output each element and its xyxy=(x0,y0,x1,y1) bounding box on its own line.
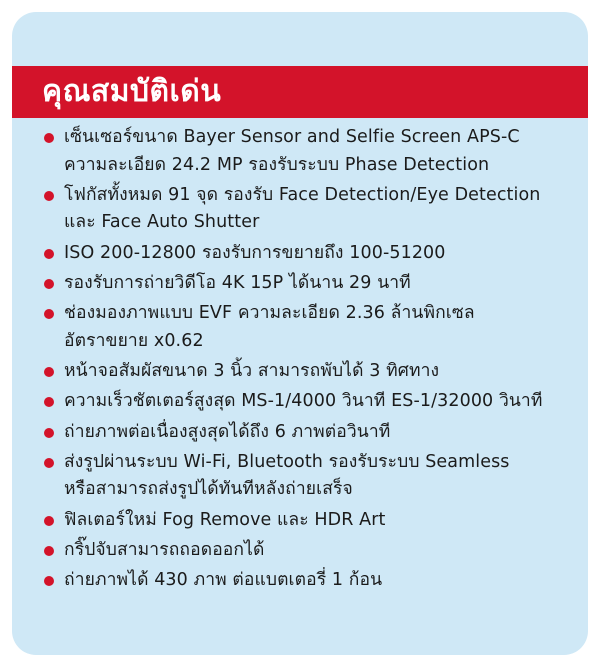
feature-text: ถ่ายภาพต่อเนื่องสูงสุดได้ถึง 6 ภาพต่อวินาที xyxy=(64,421,391,442)
feature-item xyxy=(12,507,588,535)
feature-item xyxy=(12,449,588,504)
page-title: คุณสมบัติเด่น xyxy=(42,74,222,109)
feature-text: เซ็นเซอร์ขนาด Bayer Sensor and Selfie Screen APS-C xyxy=(64,127,520,147)
feature-item xyxy=(12,419,588,447)
feature-text: และ Face Auto Shutter xyxy=(64,212,260,233)
feature-text: รองรับการถ่ายวิดีโอ 4K 15P ได้นาน 29 นาที xyxy=(64,272,411,293)
feature-text: ถ่ายภาพได้ 430 ภาพ ต่อแบตเตอรี่ 1 ก้อน xyxy=(64,570,383,591)
feature-text: โฟกัสทั้งหมด 91 จุด รองรับ Face Detection/Eye Detection xyxy=(64,184,541,205)
bullet-icon xyxy=(44,191,54,201)
feature-text: ISO 200-12800 รองรับการขยายถึง 100-51200 xyxy=(64,242,446,263)
bullet-icon xyxy=(44,397,54,407)
feature-text: ช่องมองภาพแบบ EVF ความละเอียด 2.36 ล้านพิกเซล xyxy=(64,303,475,324)
bullet-icon xyxy=(44,428,54,438)
bullet-icon xyxy=(44,516,54,526)
feature-text: หรือสามารถส่งรูปได้ทันทีหลังถ่ายเสร็จ xyxy=(64,479,353,500)
feature-item xyxy=(12,270,588,298)
feature-item xyxy=(12,567,588,595)
bullet-icon xyxy=(44,249,54,259)
feature-item xyxy=(12,388,588,416)
feature-list xyxy=(12,124,588,598)
bullet-icon xyxy=(44,133,54,143)
bullet-icon xyxy=(44,458,54,468)
feature-item xyxy=(12,182,588,237)
feature-card xyxy=(12,12,588,655)
feature-item xyxy=(12,300,588,355)
feature-item xyxy=(12,358,588,386)
bullet-icon xyxy=(44,279,54,289)
bullet-icon xyxy=(44,367,54,377)
title-banner xyxy=(12,66,588,118)
feature-item xyxy=(12,124,588,179)
feature-text: กริ๊ปจับสามารถถอดออกได้ xyxy=(64,539,265,560)
feature-item xyxy=(12,240,588,268)
feature-text: ความละเอียด 24.2 MP รองรับระบบ Phase Detection xyxy=(64,154,490,175)
feature-text: อัตราขยาย x0.62 xyxy=(64,330,204,351)
bullet-icon xyxy=(44,576,54,586)
feature-item xyxy=(12,537,588,565)
feature-text: ความเร็วชัตเตอร์สูงสุด MS-1/4000 วินาที ES-1/32000 วินาที xyxy=(64,391,543,412)
bullet-icon xyxy=(44,309,54,319)
feature-text: ส่งรูปผ่านระบบ Wi-Fi, Bluetooth รองรับระบบ Seamless xyxy=(64,451,510,472)
bullet-icon xyxy=(44,546,54,556)
feature-text: ฟิลเตอร์ใหม่ Fog Remove และ HDR Art xyxy=(64,509,386,530)
feature-text: หน้าจอสัมผัสขนาด 3 นิ้ว สามารถพับได้ 3 ทิศทาง xyxy=(64,360,440,381)
